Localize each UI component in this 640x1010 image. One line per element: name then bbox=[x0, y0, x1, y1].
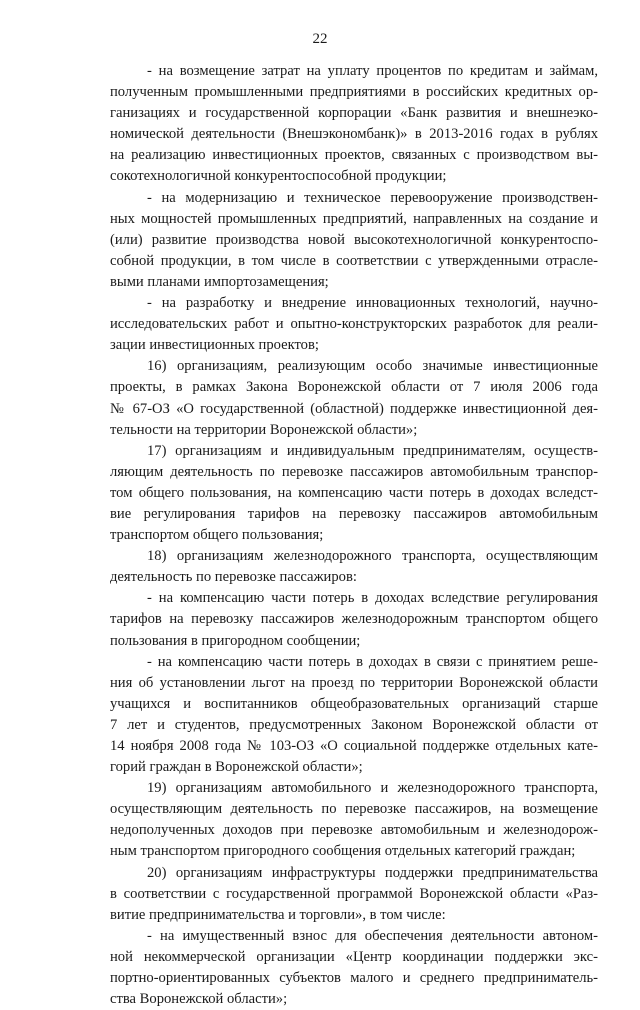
text-line: полученным промышленными предприятиями в российских кредитных ор- bbox=[110, 84, 598, 101]
text-line: - на разработку и внедрение инновационных технологий, научно- bbox=[147, 295, 598, 312]
text-line: учащихся и воспитанников общеобразовательных организаций старше bbox=[110, 695, 598, 712]
paragraph bbox=[110, 188, 598, 293]
text-line: - на компенсацию части потерь в доходах вследствие регулирования bbox=[147, 590, 598, 607]
paragraph bbox=[110, 441, 598, 546]
text-line: номической деятельности (Внешэкономбанк)» в 2013-2016 годах в рублях bbox=[110, 126, 598, 143]
text-line: вие регулирования тарифов на перевозку пассажиров автомобильным bbox=[110, 505, 598, 522]
text-line: выми планами импортозамещения; bbox=[110, 273, 329, 290]
text-line: 18) организациям железнодорожного транспорта, осуществляющим bbox=[147, 548, 598, 565]
paragraph bbox=[110, 652, 598, 779]
text-line: исследовательских работ и опытно-конструкторских разработок для реали- bbox=[110, 316, 598, 333]
text-line: транспортом общего пользования; bbox=[110, 527, 324, 544]
paragraph bbox=[110, 293, 598, 356]
text-line: собной продукции, в том числе в соответствии с утвержденными отрасле- bbox=[110, 252, 598, 269]
paragraph bbox=[110, 926, 598, 1010]
text-line: - на компенсацию части потерь в доходах в связи с принятием реше- bbox=[147, 653, 598, 670]
paragraph bbox=[110, 356, 598, 440]
text-line: ной некоммерческой организации «Центр координации поддержки экс- bbox=[110, 948, 598, 965]
text-line: 20) организациям инфраструктуры поддержки предпринимательства bbox=[147, 864, 598, 881]
text-line: в соответствии с государственной программой Воронежской области «Раз- bbox=[110, 885, 598, 902]
text-line: 19) организациям автомобильного и железнодорожного транспорта, bbox=[147, 780, 598, 797]
text-line: осуществляющим деятельность по перевозке пассажиров, на возмещение bbox=[110, 801, 598, 818]
text-line: ным транспортом пригородного сообщения отдельных категорий граждан; bbox=[110, 843, 576, 860]
text-line: витие предпринимательства и торговли», в том числе: bbox=[110, 906, 446, 923]
text-line: ных мощностей промышленных предприятий, направленных на создание и bbox=[110, 210, 598, 227]
text-line: на реализацию инвестиционных проектов, связанных с производством вы- bbox=[110, 147, 598, 164]
text-line: деятельность по перевозке пассажиров: bbox=[110, 569, 357, 586]
text-line: сокотехнологичной конкурентоспособной продукции; bbox=[110, 168, 447, 185]
text-line: тельности на территории Воронежской области»; bbox=[110, 421, 418, 438]
text-line: горий граждан в Воронежской области»; bbox=[110, 759, 363, 776]
text-line: том общего пользования, на компенсацию части потерь в доходах вследст- bbox=[110, 484, 598, 501]
paragraph bbox=[110, 546, 598, 588]
text-line: портно-ориентированных субъектов малого и среднего предприниматель- bbox=[110, 970, 598, 987]
paragraph bbox=[110, 588, 598, 651]
paragraph bbox=[110, 61, 598, 188]
text-line: № 67-ОЗ «О государственной (областной) поддержке инвестиционной дея- bbox=[110, 400, 598, 417]
page-number: 22 bbox=[312, 31, 328, 47]
text-line: 16) организациям, реализующим особо значимые инвестиционные bbox=[147, 358, 598, 375]
text-line: - на имущественный взнос для обеспечения деятельности автоном- bbox=[147, 927, 598, 944]
text-line: - на возмещение затрат на уплату процентов по кредитам и займам, bbox=[147, 63, 598, 79]
text-line: ляющим деятельность по перевозке пассажиров автомобильным транспор- bbox=[110, 463, 598, 480]
text-line: ства Воронежской области»; bbox=[110, 991, 288, 1008]
paragraph bbox=[110, 778, 598, 862]
text-line: 14 ноября 2008 года № 103-ОЗ «О социальной поддержке отдельных кате- bbox=[110, 738, 598, 754]
paragraph bbox=[110, 863, 598, 926]
text-line: проекты, в рамках Закона Воронежской области от 7 июля 2006 года bbox=[110, 379, 598, 396]
text-line: ния об установлении льгот на проезд по территории Воронежской области bbox=[110, 674, 598, 691]
text-line: пользования в пригородном сообщении; bbox=[110, 632, 361, 649]
text-line: (или) развитие производства новой высокотехнологичной конкурентоспо- bbox=[110, 231, 598, 248]
text-line: недополученных доходов при перевозке автомобильным и железнодорож- bbox=[110, 822, 598, 839]
text-line: 7 лет и студентов, предусмотренных Законом Воронежской области от bbox=[110, 716, 598, 733]
text-line: - на модернизацию и техническое перевооружение производствен- bbox=[147, 189, 598, 206]
text-line: зации инвестиционных проектов; bbox=[110, 337, 319, 354]
text-line: ганизациях и государственной корпорации «Банк развития и внешнеэко- bbox=[110, 105, 598, 122]
text-line: тарифов на перевозку пассажиров железнодорожным транспортом общего bbox=[110, 611, 598, 628]
document-body bbox=[110, 61, 598, 1010]
text-line: 17) организациям и индивидуальным предпринимателям, осуществ- bbox=[147, 442, 598, 459]
